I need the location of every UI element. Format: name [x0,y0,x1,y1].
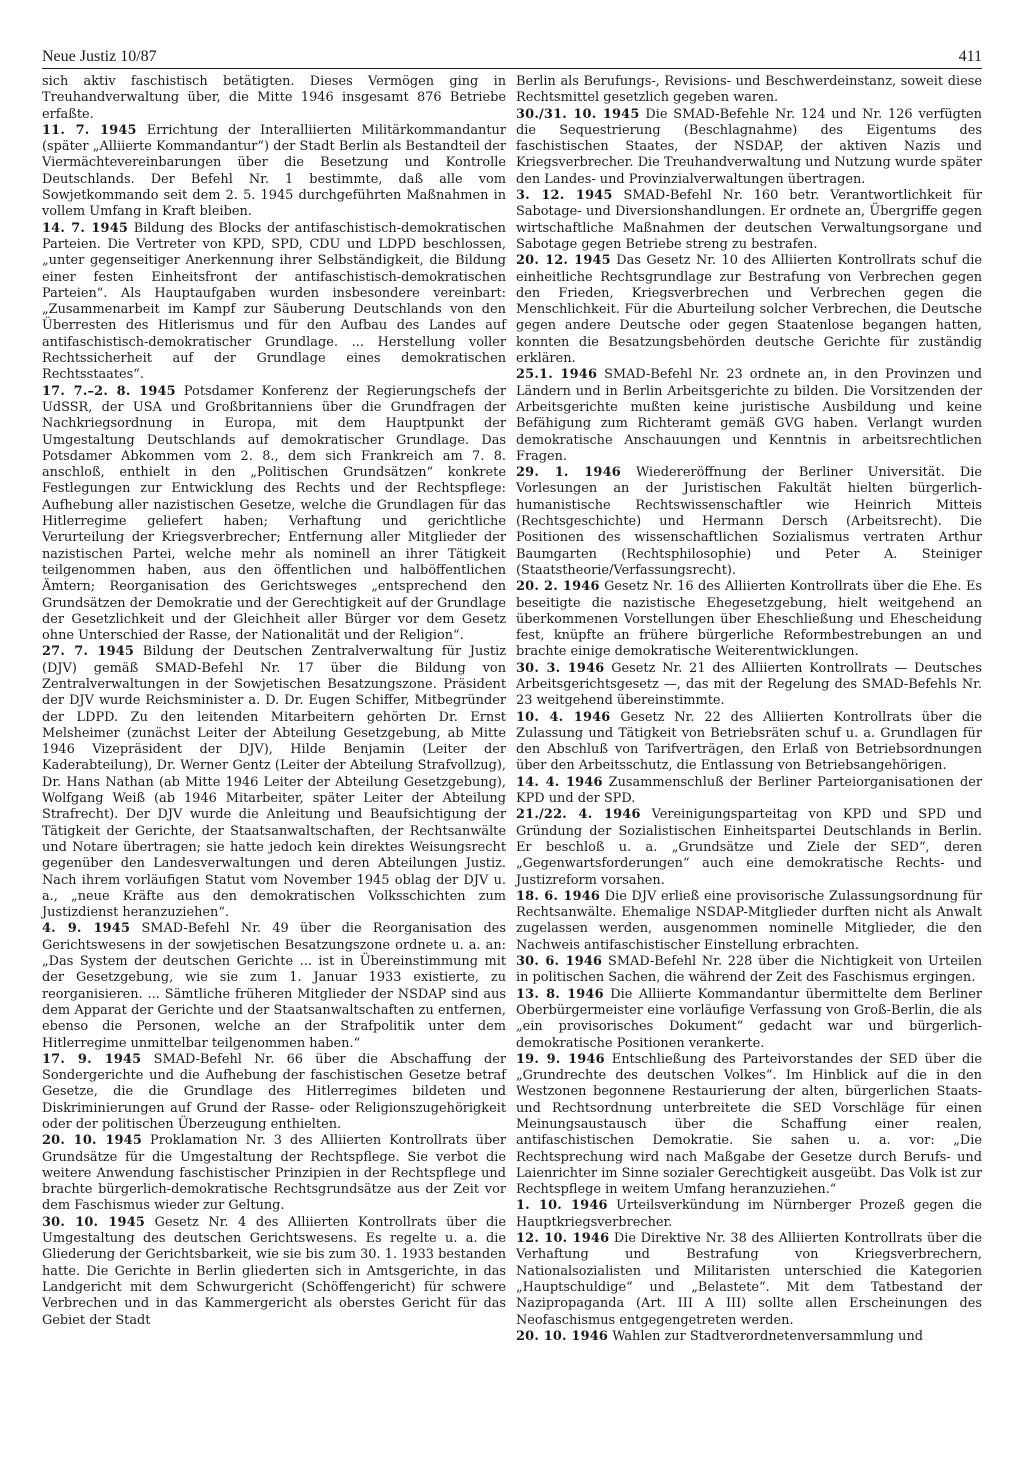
chronology-entry [42,221,506,384]
entry-text: Das Gesetz Nr. 10 des Alliierten Kontrollrats schuf die einheitliche Rechtsgrundlage zur Bestrafung von Verbrechen gegen den Frieden, Kriegsverbrechen und Verbrechen gegen die Menschlichkeit. Für die Aburteilung solcher Verbrechen, die Deutsche gegen andere Deutsche oder gegen Staatenlose begangen hatten, konnten die Besatzungsbehörden deutsche Gerichte für zuständig erklären. [516,253,982,367]
page-header [42,44,982,69]
entry-date: 19. 9. 1946 [516,1051,605,1067]
chronology-entry [516,1052,982,1199]
entry-date: 17. 9. 1945 [42,1051,142,1067]
entry-date: 18. 6. 1946 [516,888,601,904]
entry-text: Bildung des Blocks der antifaschistisch-demokratischen Parteien. Die Vertreter von KPD, SPD, CDU und LDPD beschlossen, „unter gegenseitiger Anerkennung ihrer Selbständigkeit, die Bildung einer festen Einheitsfront der antifaschistisch-demokratischen Parteien“. Als Hauptaufgaben wurden insbesondere vereinbart: „Zusammenarbeit im Kampf zur Säuberung Deutschlands von den Überresten des Hitlerismus und für den Aufbau des Landes auf antifaschistisch-demokratischer Grundlage. ... Herstellung voller Rechtssicherheit auf der Grundlage eines demokratischen Rechtsstaates“. [42,220,506,383]
entry-text: SMAD-Befehl Nr. 23 ordnete an, in den Provinzen und Ländern und in Berlin Arbeitsgerichte zu bilden. Die Vorsitzenden der Arbeitsgerichte mußten keine juristische Ausbildung und keine Befähigung zum Richteramt gemäß GVG haben. Verlangt wurden demokratische Anschauungen und Kenntnis in arbeitsrechtlichen Fragen. [516,367,982,464]
entry-date: 12. 10. 1946 [516,1231,610,1247]
chronology-entry [42,74,506,123]
entry-text: Die Direktive Nr. 38 des Alliierten Kontrollrats über die Verhaftung und Bestrafung von Kriegsverbrechern, Nationalsozialisten und Militaristen unterschied die Kategorien „Hauptschuldige“ und „Belastete“. Mit dem Tatbestand der Nazipropaganda (Art. III A III) sollte allen Erscheinungen des Neofaschismus entgegengetreten werden. [516,1231,982,1328]
entry-text: Die SMAD-Befehle Nr. 124 und Nr. 126 verfügten die Sequestrierung (Beschlagnahme) des Eigentums des faschistischen Staates, der NSDAP, der aktiven Nazis und Kriegsverbrecher. Die Treuhandverwaltung und Nutzung wurde später den Landes- und Provinzialverwaltungen übertragen. [516,106,982,187]
chronology-entry [516,987,982,1052]
entry-text: Berlin als Berufungs-, Revisions- und Beschwerdeinstanz, soweit diese Rechtsmittel gesetzlich gegeben waren. [516,74,982,106]
entry-date: 21./22. 4. 1946 [516,807,641,823]
entry-text: SMAD-Befehl Nr. 49 über die Reorganisation des Gerichtswesens in der sowjetischen Besatzungszone ordnete u. a. an: „Das System der deutschen Gerichte ... ist in Übereinstimmung mit der Gesetzgebung, wie sie zum 1. Januar 1933 existierte, zu reorganisieren. ... Sämtliche früheren Mitglieder der NSDAP sind aus dem Apparat der Gerichte und der Staatsanwaltschaften zu entfernen, ebenso die Personen, welche an der Strafpolitik unter dem Hitlerregime unmittelbar teilgenommen haben.“ [42,921,506,1051]
chronology-entry [42,384,506,645]
right-column [516,74,982,1345]
entry-text: Gesetz Nr. 21 des Alliierten Kontrollrats — Deutsches Arbeitsgerichtsgesetz —, das mit der Regelung des SMAD-Befehls Nr. 23 weitgehend übereinstimmte. [516,660,982,709]
chronology-entry [516,889,982,954]
chronology-entry [516,188,982,253]
entry-date: 30./31. 10. 1945 [516,106,640,122]
entry-text: SMAD-Befehl Nr. 160 betr. Verantwortlichkeit für Sabotage- und Diversionshandlungen. Er ordnete an, Übergriffe gegen wirtschaftliche Maßnahmen der deutschen Verwaltungsorgane und Sabotage gegen Betriebe streng zu bestrafen. [516,188,982,252]
journal-title: Neue Justiz 10/87 [42,48,157,65]
entry-date: 4. 9. 1945 [42,921,131,937]
chronology-entry [42,1133,506,1214]
chronology-entry [516,465,982,579]
entry-text: Urteilsverkündung im Nürnberger Prozeß gegen die Hauptkriegsverbrecher. [516,1198,982,1230]
chronology-entry [516,74,982,107]
entry-date: 17. 7.–2. 8. 1945 [42,383,176,399]
chronology-entry [516,807,982,888]
entry-text: sich aktiv faschistisch betätigten. Dieses Vermögen ging in Treuhandverwaltung über, die Mitte 1946 insgesamt 876 Betriebe erfaßte. [42,74,506,122]
entry-date: 30. 3. 1946 [516,660,605,676]
entry-date: 14. 4. 1946 [516,774,603,790]
entry-date: 30. 6. 1946 [516,954,603,970]
entry-text: Gesetz Nr. 16 des Alliierten Kontrollrats über die Ehe. Es beseitigte die nazistische Ehegesetzgebung, hielt weitgehend an überkommenen Vorstellungen über Eheschließung und Ehescheidung fest, knüpfte an frühere bürgerliche Reformbestrebungen an und brachte einige demokratische Weiterentwicklungen. [516,579,982,660]
entry-text: Gesetz Nr. 22 des Alliierten Kontrollrats über die Zulassung und Tätigkeit von Betriebsräten schuf u. a. Grundlagen für den Abschluß von Tarifverträgen, den Erlaß von Betriebsordnungen über den Arbeitsschutz, die Entlassung von Betriebsangehörigen. [516,709,982,774]
chronology-entry [42,123,506,221]
entry-text: Wahlen zur Stadtverordnetenversammlung und [612,1328,924,1344]
entry-date: 14. 7. 1945 [42,220,129,236]
chronology-entry [516,1231,982,1329]
entry-text: SMAD-Befehl Nr. 228 über die Nichtigkeit von Urteilen in politischen Sachen, die während der Zeit des Faschismus ergingen. [516,954,983,986]
chronology-entry [516,1329,982,1345]
entry-text: Die DJV erließ eine provisorische Zulassungsordnung für Rechtsanwälte. Ehemalige NSDAP-Mitglieder durften nicht als Anwalt zugelassen werden, ausgenommen nominelle Mitglieder, die den Nachweis antifaschistischer Einstellung erbrachten. [516,888,982,953]
left-column [42,74,506,1329]
entry-text: Gesetz Nr. 4 des Alliierten Kontrollrats über die Umgestaltung des deutschen Gerichtswesens. Es regelte u. a. die Gliederung der Gerichtsbarkeit, wie sie bis zum 30. 1. 1933 bestanden hatte. Die Gerichte in Berlin gliederten sich in Amtsgerichte, in das Landgericht mit dem Schwurgericht (Schöffengericht) für schwere Verbrechen und in das Kammergericht als oberstes Gericht für das Gebiet der Stadt [42,1214,506,1328]
chronology-entry [516,775,982,808]
entry-text: Zusammenschluß der Berliner Parteiorganisationen der KPD und der SPD. [516,774,982,807]
entry-date: 20. 10. 1945 [42,1133,142,1149]
entry-date: 29. 1. 1946 [516,465,621,481]
chronology-entry [516,661,982,710]
entry-date: 20. 12. 1945 [516,253,611,269]
chronology-entry [42,921,506,1051]
chronology-entry [516,954,982,987]
entry-text: Vereinigungsparteitag von KPD und SPD und Gründung der Sozialistischen Einheitspartei Deutschlands in Berlin. Er beschloß u. a. „Grundsätze und Ziele der SED“, deren „Gegenwartsforderungen“ auch eine demokratische Rechts- und Justizreform vorsahen. [516,807,982,888]
entry-date: 1. 10. 1946 [516,1198,608,1214]
entry-text: SMAD-Befehl Nr. 66 über die Abschaffung der Sondergerichte und die Aufhebung der faschistischen Gesetze betraf Gesetze, die die Grundlage des Hitlerregimes bildeten und Diskriminierungen auf Grund der Rasse- oder Religionszugehörigkeit oder der politischen Überzeugung enthielten. [42,1051,507,1132]
entry-date: 27. 7. 1945 [42,644,135,660]
entry-date: 10. 4. 1946 [516,709,611,725]
chronology-entry [516,710,982,775]
entry-text: Die Alliierte Kommandantur übermittelte dem Berliner Oberbürgermeister eine vorläufige Verfassung von Groß-Berlin, die als „ein provisorisches Dokument“ gedacht war und bürgerlich-demokratische Positionen verankerte. [516,986,982,1051]
entry-text: Errichtung der Interalliierten Militärkommandantur (später „Alliierte Kommandantur“) der Stadt Berlin als Bestandteil der Viermächtevereinbarungen über die Besetzung und Kontrolle Deutschlands. Der Befehl Nr. 1 bestimmte, daß alle vom Sowjetkommando seit dem 2. 5. 1945 durchgeführten Maßnahmen in vollem Umfang in Kraft bleiben. [42,122,506,220]
chronology-entry [516,367,982,465]
chronology-entry [516,107,982,188]
page-number: 411 [958,48,982,65]
chronology-entry [516,579,982,660]
entry-text: Entschließung des Parteivorstandes der SED über die „Grundrechte des deutschen Volkes“. Im Hinblick auf die in den Westzonen begonnene Restaurierung der alten, bürgerlichen Staats- und Rechtsordnung unterbreitete die SED Vorschläge für einen Meinungsaustausch über die Schaffung einer realen, antifaschistischen Demokratie. Sie sahen u. a. vor: „Die Rechtsprechung wird nach Maßgabe der Gesetze durch Berufs- und Laienrichter im Sinne sozialer Gerechtigkeit ausgeübt. Das Volk ist zur Rechtspflege in weitem Umfang heranzuziehen.“ [516,1051,983,1198]
entry-date: 11. 7. 1945 [42,122,137,138]
chronology-entry [42,644,506,921]
entry-date: 30. 10. 1945 [42,1214,146,1230]
entry-text: Proklamation Nr. 3 des Alliierten Kontrollrats über Grundsätze für die Umgestaltung der Rechtspflege. Sie verbot die weitere Anwendung faschistischer Prinzipien in der Rechtspflege und brachte bürgerlich-demokratische Rechtsgrundsätze aus der Zeit vor dem Faschismus wieder zur Geltung. [42,1133,506,1214]
entry-date: 13. 8. 1946 [516,986,604,1002]
entry-date: 3. 12. 1945 [516,188,613,204]
entry-date: 20. 10. 1946 [516,1328,609,1344]
chronology-entry [516,1198,982,1231]
entry-text: Potsdamer Konferenz der Regierungschefs der UdSSR, der USA und Großbritanniens über die Grundfragen der Nachkriegsordnung in Europa, mit dem Hauptpunkt der Umgestaltung Deutschlands auf demokratischer Grundlage. Das Potsdamer Abkommen vom 2. 8., dem sich Frankreich am 7. 8. anschloß, enthielt in den „Politischen Grundsätzen“ konkrete Festlegungen zur Entwicklung des Rechts und der Rechtspflege: Aufhebung aller nazistischen Gesetze, welche die Grundlagen für das Hitlerregime geliefert haben; Verhaftung und gerichtliche Verurteilung der Kriegsverbrecher; Entfernung aller Mitglieder der nazistischen Partei, welche mehr als nominell an ihrer Tätigkeit teilgenommen haben, aus den öffentlichen und halböffentlichen Ämtern; Reorganisation des Gerichtsweges „entsprechend den Grundsätzen der Demokratie und der Gerechtigkeit auf der Grundlage der Gesetzlichkeit und der Gleichheit aller Bürger vor dem Gesetz ohne Unterschied der Rasse, der Nationalität und der Religion“. [42,383,506,644]
entry-date: 20. 2. 1946 [516,579,600,595]
chronology-entry [516,253,982,367]
chronology-entry [42,1052,506,1133]
chronology-entry [42,1215,506,1329]
entry-text: Bildung der Deutschen Zentralverwaltung für Justiz (DJV) gemäß SMAD-Befehl Nr. 17 über die Bildung von Zentralverwaltungen in der Sowjetischen Besatzungszone. Präsident der DJV wurde Reichsminister a. D. Dr. Eugen Schiffer, Mitbegründer der LDPD. Zu den leitenden Mitarbeitern gehörten Dr. Ernst Melsheimer (zunächst Leiter der Abteilung Gesetzgebung, ab Mitte 1946 Vizepräsident der DJV), Hilde Benjamin (Leiter der Kaderabteilung), Dr. Werner Gentz (Leiter der Abteilung Strafvollzug), Dr. Hans Nathan (ab Mitte 1946 Leiter der Abteilung Gesetzgebung), Wolfgang Weiß (ab 1946 Mitarbeiter, später Leiter der Abteilung Strafrecht). Der DJV wurde die Anleitung und Beaufsichtigung der Tätigkeit der Gerichte, der Staatsanwaltschaften, der Rechtsanwälte und Notare übertragen; sie hatte jedoch kein direktes Weisungsrecht gegenüber den Landesverwaltungen und deren Abteilungen Justiz. Nach ihrem vorläufigen Statut vom November 1945 oblag der DJV u. a., „neue Kräfte aus den demokratischen Volksschichten zum Justizdienst heranzuziehen“. [42,644,506,921]
entry-text: Wiedereröffnung der Berliner Universität. Die Vorlesungen an der Juristischen Fakultät hielten bürgerlich-humanistische Rechtswissenschaftler wie Heinrich Mitteis (Rechtsgeschichte) und Hermann Dersch (Arbeitsrecht). Die Positionen des wissenschaftlichen Sozialismus vertraten Arthur Baumgarten (Rechtsphilosophie) und Peter A. Steiniger (Staatstheorie/Verfassungsrecht). [516,465,982,578]
entry-date: 25.1. 1946 [516,367,598,383]
